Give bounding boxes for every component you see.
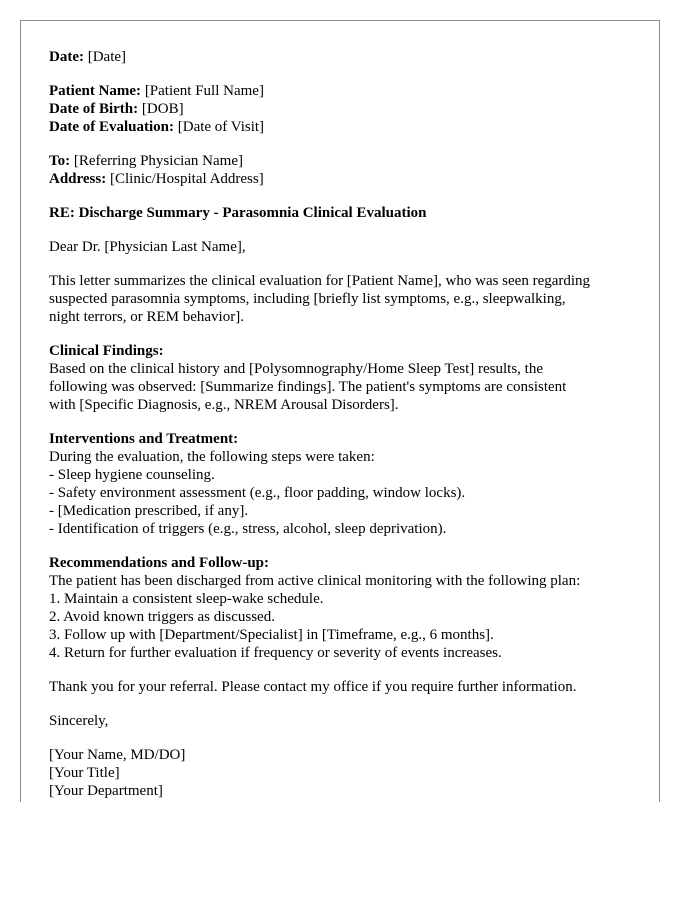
signature-department: [Your Department] bbox=[49, 783, 163, 799]
list-item: - Safety environment assessment (e.g., floor padding, window locks). bbox=[49, 485, 466, 501]
patient-name-line bbox=[49, 82, 639, 100]
list-item: 4. Return for further evaluation if frequency or severity of events increases. bbox=[49, 645, 502, 661]
interventions-intro: During the evaluation, the following steps were taken: bbox=[49, 449, 375, 465]
list-item: - Sleep hygiene counseling. bbox=[49, 467, 215, 483]
to-label: To: bbox=[49, 153, 71, 169]
findings-line: following was observed: [Summarize findings]. The patient's symptoms are consistent bbox=[49, 379, 567, 395]
intro-line: night terrors, or REM behavior]. bbox=[49, 309, 244, 325]
dob-label: Date of Birth: bbox=[49, 101, 139, 117]
intro-line: suspected parasomnia symptoms, including [briefly list symptoms, e.g., sleepwalking, bbox=[49, 291, 566, 307]
address-label: Address: bbox=[49, 171, 107, 187]
recommendations-intro: The patient has been discharged from active clinical monitoring with the following plan: bbox=[49, 573, 581, 589]
signature-title: [Your Title] bbox=[49, 765, 120, 781]
clinical-findings-section bbox=[49, 342, 639, 414]
date-block bbox=[49, 48, 639, 66]
list-item: 1. Maintain a consistent sleep-wake schedule. bbox=[49, 591, 324, 607]
recommendations-section bbox=[49, 554, 639, 662]
list-item: - [Medication prescribed, if any]. bbox=[49, 503, 249, 519]
salutation: Dear Dr. [Physician Last Name], bbox=[49, 239, 246, 255]
recipient-block bbox=[49, 152, 639, 188]
clinical-findings-heading: Clinical Findings: bbox=[49, 343, 164, 359]
interventions-section bbox=[49, 430, 639, 538]
list-item: - Identification of triggers (e.g., stress, alcohol, sleep deprivation). bbox=[49, 521, 447, 537]
dob-line bbox=[49, 100, 639, 118]
address-value: [Clinic/Hospital Address] bbox=[109, 171, 264, 187]
list-item: 2. Avoid known triggers as discussed. bbox=[49, 609, 275, 625]
thanks-block bbox=[49, 678, 639, 696]
to-line bbox=[49, 152, 639, 170]
salutation-block bbox=[49, 238, 639, 256]
evaluation-date-label: Date of Evaluation: bbox=[49, 119, 174, 135]
findings-line: Based on the clinical history and [Polysomnography/Home Sleep Test] results, the bbox=[49, 361, 544, 377]
recommendations-heading: Recommendations and Follow-up: bbox=[49, 555, 270, 571]
date-line bbox=[49, 48, 639, 66]
signature-block bbox=[49, 746, 639, 800]
intro-paragraph bbox=[49, 272, 639, 326]
patient-name-value: [Patient Full Name] bbox=[144, 83, 264, 99]
letter-page bbox=[20, 20, 660, 802]
findings-line: with [Specific Diagnosis, e.g., NREM Arousal Disorders]. bbox=[49, 397, 399, 413]
dob-value: [DOB] bbox=[141, 101, 184, 117]
letter-body bbox=[49, 48, 639, 802]
to-value: [Referring Physician Name] bbox=[73, 153, 243, 169]
evaluation-date-value: [Date of Visit] bbox=[177, 119, 265, 135]
signoff-line: Sincerely, bbox=[49, 713, 109, 729]
signature-name: [Your Name, MD/DO] bbox=[49, 747, 186, 763]
address-line bbox=[49, 170, 639, 188]
patient-info-block bbox=[49, 82, 639, 136]
date-value: [Date] bbox=[87, 49, 127, 65]
evaluation-date-line bbox=[49, 118, 639, 136]
subject-line: RE: Discharge Summary - Parasomnia Clinical Evaluation bbox=[49, 205, 427, 221]
signoff-block bbox=[49, 712, 639, 730]
date-label: Date: bbox=[49, 49, 84, 65]
list-item: 3. Follow up with [Department/Specialist] in [Timeframe, e.g., 6 months]. bbox=[49, 627, 494, 643]
intro-line: This letter summarizes the clinical evaluation for [Patient Name], who was seen regarding bbox=[49, 273, 591, 289]
thanks-line: Thank you for your referral. Please contact my office if you require further information. bbox=[49, 679, 577, 695]
subject-block bbox=[49, 204, 639, 222]
patient-name-label: Patient Name: bbox=[49, 83, 142, 99]
interventions-heading: Interventions and Treatment: bbox=[49, 431, 239, 447]
